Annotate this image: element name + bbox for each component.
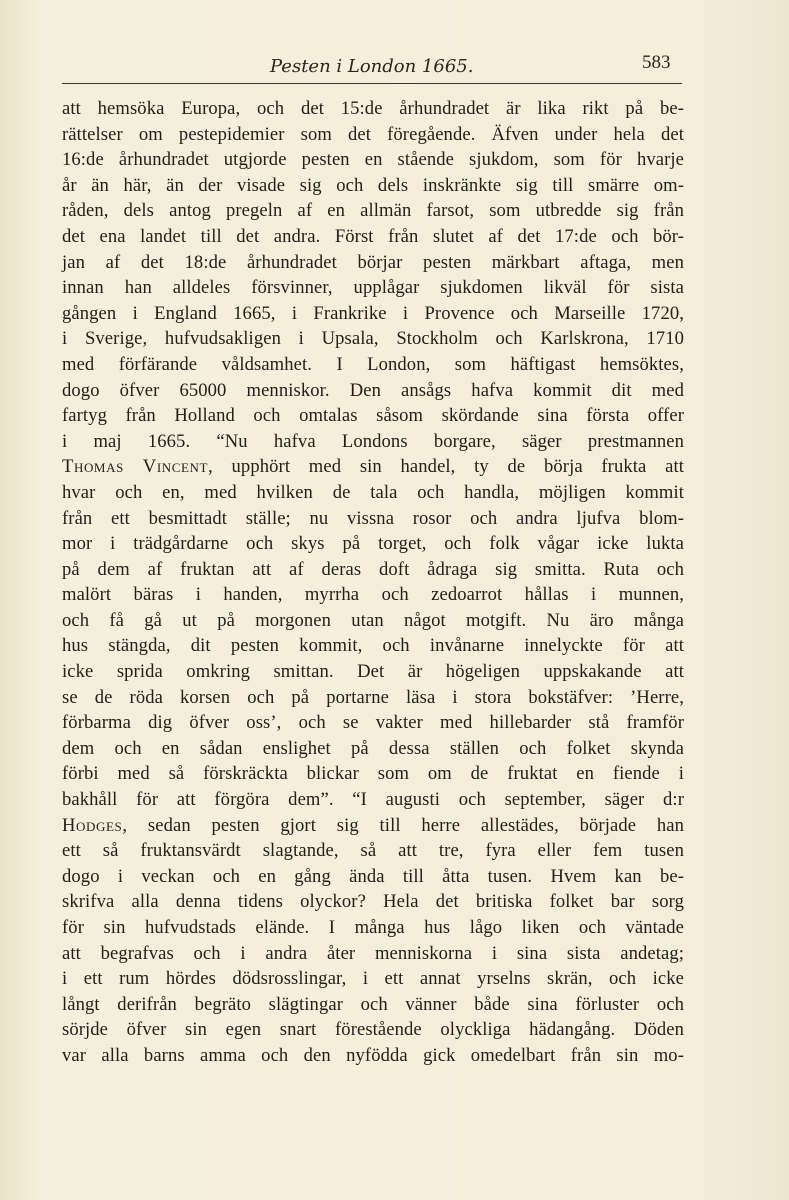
person-name: Hodges xyxy=(62,814,123,836)
text-line: och få gå ut på morgonen utan något motgift. Nu äro många xyxy=(62,609,684,631)
text-line: se de röda korsen och på portarne läsa i stora bokstäfver: ’Herre, xyxy=(62,686,684,708)
text-line: dogo i veckan och en gång ända till åtta tusen. Hvem kan be- xyxy=(62,865,684,887)
text-line: i Sverige, hufvudsakligen i Upsala, Stockholm och Karlskrona, 1710 xyxy=(62,328,684,350)
page-header xyxy=(62,50,682,80)
text-line: i maj 1665. “Nu hafva Londons borgare, säger prestmannen xyxy=(62,430,684,452)
text-line: att begrafvas och i andra åter menniskorna i sina sista andetag; xyxy=(62,942,684,964)
text-line: malört bäras i handen, myrrha och zedoarrot hållas i munnen, xyxy=(62,584,684,606)
text-line: ett så fruktansvärdt slagtande, så att tre, fyra eller fem tusen xyxy=(62,840,684,862)
page-number: 583 xyxy=(642,52,671,73)
text-line xyxy=(62,813,684,839)
text-line: icke sprida omkring smittan. Det är högeligen uppskakande att xyxy=(62,661,684,683)
text-line: skrifva alla denna tidens olyckor? Hela det britiska folket bar sorg xyxy=(62,891,684,913)
text-line: hus stängda, dit pesten kommit, och invånarne innelyckte för att xyxy=(62,635,684,657)
text-line: på dem af fruktan att af deras doft ådraga sig smitta. Ruta och xyxy=(62,558,684,580)
text-line: från ett besmittadt ställe; nu vissna rosor och andra ljufva blom- xyxy=(62,507,684,529)
text-line: hvar och en, med hvilken de tala och handla, möjligen kommit xyxy=(62,481,684,503)
text-line: långt derifrån begräto slägtingar och vänner både sina förluster och xyxy=(62,993,684,1015)
text-line: för sin hufvudstads elände. I många hus lågo liken och väntade xyxy=(62,917,684,938)
text-line: var alla barns amma och den nyfödda gick omedelbart från sin mo- xyxy=(62,1044,684,1066)
text-line: förbarma dig öfver oss’, och se vakter med hillebarder stå framför xyxy=(62,712,684,734)
line-rest: , upphört med sin handel, ty de börja frukta att xyxy=(208,456,684,478)
person-name: Thomas Vincent xyxy=(62,456,209,478)
text-line: förbi med så förskräckta blickar som om de fruktat en fiende i xyxy=(62,763,684,785)
text-line: det ena landet till det andra. Först från slutet af det 17:de och bör- xyxy=(62,225,684,247)
text-line: innan han alldeles försvinner, upplågar sjukdomen likväl för sista xyxy=(62,277,684,299)
text-line: år än här, än der visade sig och dels inskränkte sig till smärre om- xyxy=(62,174,684,196)
header-rule xyxy=(62,83,682,84)
running-title: Pesten i London 1665. xyxy=(270,56,474,77)
text-line: jan af det 18:de århundradet börjar pesten märkbart aftaga, men xyxy=(62,251,684,273)
text-line: dem och en sådan enslighet på dessa ställen och folket skynda xyxy=(62,737,684,759)
text-line: med förfärande våldsamhet. I London, som häftigast hemsöktes, xyxy=(62,353,684,375)
text-line: råden, dels antog pregeln af en allmän farsot, som utbredde sig från xyxy=(62,200,684,222)
text-line: sörjde öfver sin egen snart förestående olyckliga hädangång. Döden xyxy=(62,1019,684,1041)
text-line xyxy=(62,454,684,480)
text-line: mor i trädgårdarne och skys på torget, och folk vågar icke lukta xyxy=(62,533,684,555)
text-line: dogo öfver 65000 menniskor. Den ansågs hafva kommit dit med xyxy=(62,379,684,401)
text-line: fartyg från Holland och omtalas såsom skördande sina första offer xyxy=(62,405,684,427)
text-line: i ett rum hördes dödsrosslingar, i ett annat yrselns skrän, och icke xyxy=(62,968,684,990)
text-line: bakhåll för att förgöra dem”. “I augusti och september, säger d:r xyxy=(62,789,684,811)
text-line: 16:de århundradet utgjorde pesten en stående sjukdom, som för hvarje xyxy=(62,149,684,171)
body-text xyxy=(62,96,684,1069)
text-line: rättelser om pestepidemier som det föregående. Äfven under hela det xyxy=(62,123,684,145)
text-line: att hemsöka Europa, och det 15:de århundradet är lika rikt på be- xyxy=(62,98,684,119)
line-rest: , sedan pesten gjort sig till herre allestädes, började han xyxy=(122,814,684,836)
text-line: gången i England 1665, i Frankrike i Provence och Marseille 1720, xyxy=(62,302,684,324)
